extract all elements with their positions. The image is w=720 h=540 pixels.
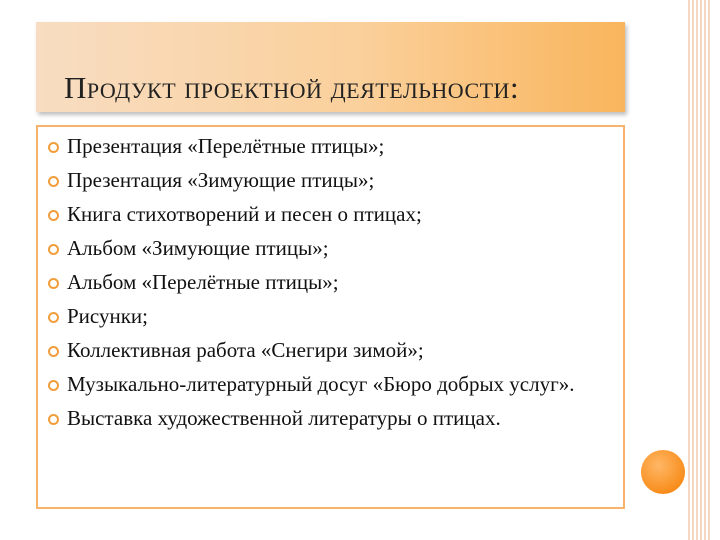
- list-item: Выставка художественной литературы о птицах.: [48, 405, 613, 431]
- title-banner: [36, 22, 625, 112]
- list-item: Музыкально-литературный досуг «Бюро добрых услуг».: [48, 371, 613, 397]
- bullet-icon: [48, 312, 59, 323]
- list-item: Книга стихотворений и песен о птицах;: [48, 201, 613, 227]
- bullet-icon: [48, 176, 59, 187]
- list-item: Коллективная работа «Снегири зимой»;: [48, 337, 613, 363]
- bullet-icon: [48, 414, 59, 425]
- bullet-icon: [48, 278, 59, 289]
- list-item: Альбом «Зимующие птицы»;: [48, 235, 613, 261]
- list-item: Презентация «Зимующие птицы»;: [48, 167, 613, 193]
- list-item: Презентация «Перелётные птицы»;: [48, 133, 613, 159]
- orange-circle-decoration: [641, 450, 685, 494]
- bullet-list: [38, 127, 623, 431]
- bullet-icon: [48, 346, 59, 357]
- bullet-icon: [48, 380, 59, 391]
- list-item: Рисунки;: [48, 303, 613, 329]
- bullet-icon: [48, 210, 59, 221]
- right-stripe-decoration: [686, 0, 712, 540]
- list-item: Альбом «Перелётные птицы»;: [48, 269, 613, 295]
- bullet-icon: [48, 244, 59, 255]
- slide-title: Продукт проектной деятельности:: [64, 70, 520, 105]
- bullet-icon: [48, 142, 59, 153]
- content-box: [36, 125, 625, 509]
